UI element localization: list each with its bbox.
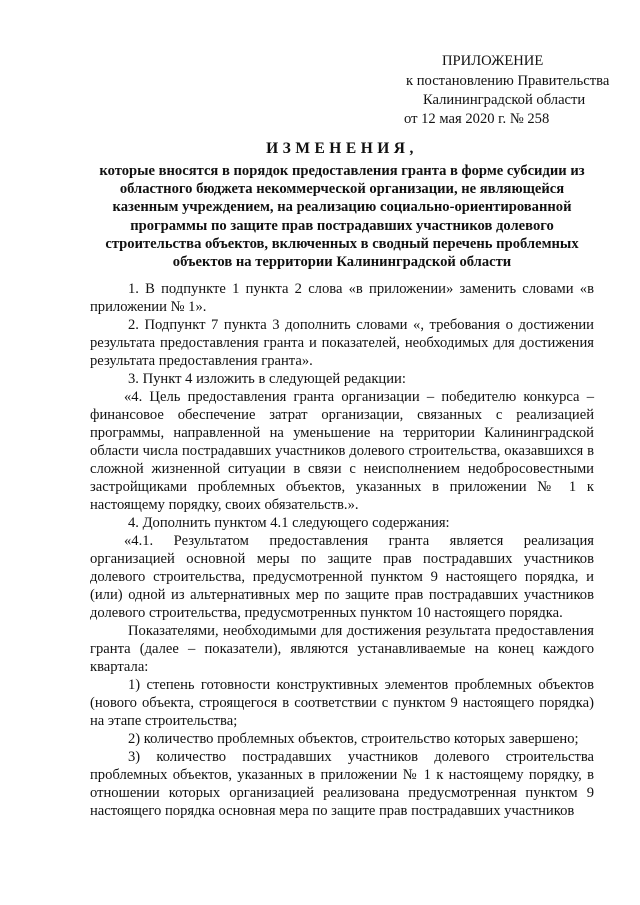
list-item-3: 3) количество пострадавших участников долевого строительства проблемных объектов, указанных в приложении № 1 к настоящему порядку, в отношении которых организацией реализована предусмотренная пунктом 9 настоящего порядка основная мера по защите прав пострадавших участников [90,749,594,819]
appendix-resolution-line: к постановлению Правительства [406,73,610,89]
appendix-date-number-line: от 12 мая 2020 г. № 258 [404,111,550,127]
paragraph-2: 2. Подпункт 7 пункта 3 дополнить словами «, требования о достижении результата предоставления гранта и показателей, необходимых для достижения результата предоставления гранта». [90,317,594,369]
paragraph-4-quote: «4. Цель предоставления гранта организации – победителю конкурса – финансовое обеспечение затрат организации, связанных с реализацией программы, направленной на уменьшение на территории Калининградской области числа пострадавших участников долевого строительства, оказавшихся в сложной жизненной ситуации в связи с неисполнением недобросовестными застройщиками проблемных объектов, указанных в приложении № 1 к настоящему порядку, своих обязательств.». [90,389,594,513]
list-item-2: 2) количество проблемных объектов, строительство которых завершено; [128,731,579,747]
title-heading: ИЗМЕНЕНИЯ, [266,140,418,157]
title-subtitle: которые вносятся в порядок предоставления гранта в форме субсидии из областного бюджета некоммерческой организации, не являющейся казенным учреждением, на реализацию социально-ориентированной программы по защите прав пострадавших участников долевого строительства объектов, включенных в сводный перечень проблемных объектов на территории Калининградской области [99,163,585,271]
document-title [88,140,596,271]
list-item-1: 1) степень готовности конструктивных элементов проблемных объектов (нового объекта, строящегося в соответствии с пунктом 9 настоящего порядка) на этапе строительства; [90,677,594,729]
paragraph-5: 4. Дополнить пунктом 4.1 следующего содержания: [128,515,450,531]
appendix-region-line: Калининградской области [423,92,586,108]
paragraph-1: 1. В подпункте 1 пункта 2 слова «в приложении» заменить словами «в приложении № 1». [90,281,594,315]
appendix-title: ПРИЛОЖЕНИЕ [442,53,544,69]
paragraph-indicators: Показателями, необходимыми для достижения результата предоставления гранта (далее – показатели), являются устанавливаемые на конец каждого квартала: [90,623,594,675]
document-body [90,280,594,820]
paragraph-3: 3. Пункт 4 изложить в следующей редакции: [128,371,406,387]
paragraph-4-1-quote: «4.1. Результатом предоставления гранта является реализация организацией основной меры по защите прав пострадавших участников долевого строительства, предусмотренной пунктом 9 настоящего порядка, и (или) одной из альтернативных мер по защите прав пострадавших участников долевого строительства, предусмотренных пунктом 10 настоящего порядка. [90,533,594,621]
